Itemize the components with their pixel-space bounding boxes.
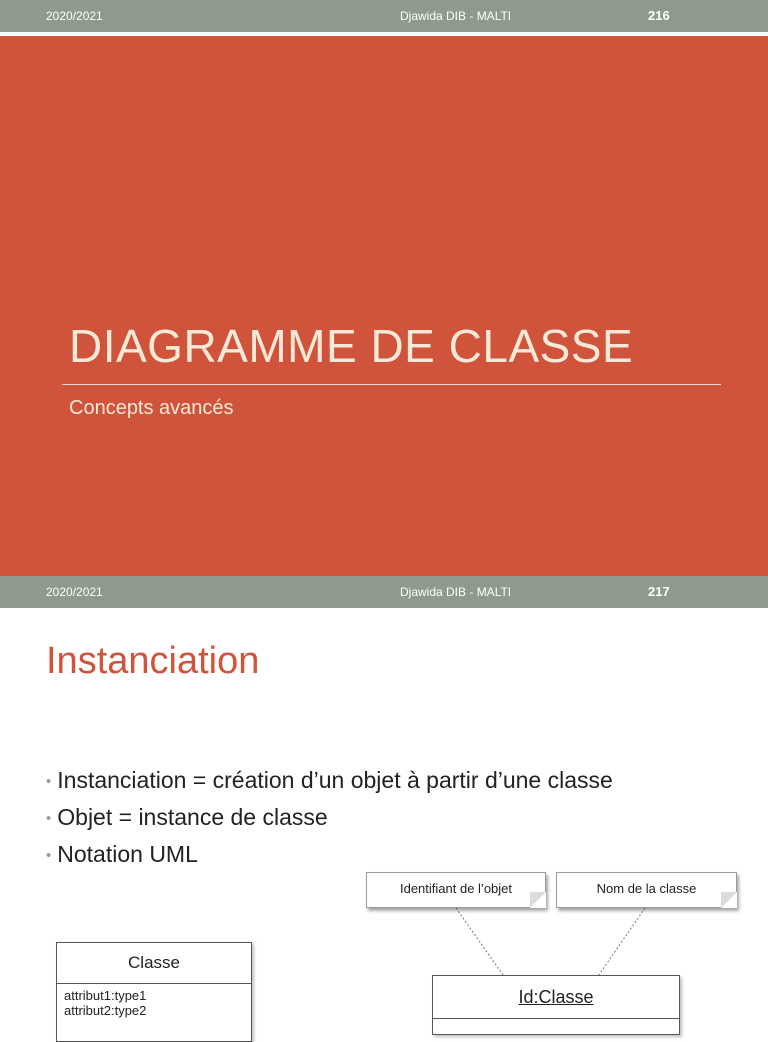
slide-subtitle: Concepts avancés	[69, 397, 234, 419]
bullet-text: Objet = instance de classe	[57, 804, 328, 830]
note-object-identifier	[366, 872, 546, 908]
bullet-text: Notation UML	[57, 841, 198, 867]
connector-identifier	[456, 908, 510, 985]
footer-date: 2020/2021	[46, 585, 103, 599]
note-text: Identifiant de l’objet	[399, 881, 513, 896]
footer-author: Djawida DIB - MALTI	[400, 9, 512, 23]
bullet-icon: •	[46, 810, 52, 827]
slide-title: DIAGRAMME DE CLASSE	[69, 320, 634, 372]
title-slide	[0, 36, 768, 576]
slide-title: Instanciation	[46, 640, 260, 682]
slide-217-footer	[0, 576, 768, 608]
uml-object-name: Id:Classe	[433, 976, 679, 1019]
bullet-icon: •	[46, 847, 52, 864]
uml-attribute: attribut2:type2	[64, 1003, 147, 1018]
footer-page-number: 216	[648, 8, 670, 23]
note-class-name	[556, 872, 737, 908]
note-fold-icon	[721, 892, 737, 908]
bullet-text: Instanciation = création d’un objet à partir d’une classe	[57, 767, 613, 793]
bullet-list	[46, 762, 613, 873]
uml-class-name: Classe	[57, 943, 251, 984]
bullet-item	[46, 836, 613, 873]
footer-page-number: 217	[648, 584, 670, 599]
connector-class-name	[592, 908, 645, 985]
bullet-icon: •	[46, 773, 52, 790]
bullet-item	[46, 762, 613, 799]
uml-class-box	[56, 942, 252, 1042]
title-divider	[62, 384, 721, 385]
uml-object-box	[432, 975, 680, 1035]
footer-date: 2020/2021	[46, 9, 103, 23]
note-text: Nom de la classe	[596, 881, 697, 896]
uml-class-attributes	[57, 984, 251, 1022]
footer-author: Djawida DIB - MALTI	[400, 585, 512, 599]
uml-attribute: attribut1:type1	[64, 988, 147, 1003]
note-fold-icon	[530, 892, 546, 908]
slide-216-footer	[0, 0, 768, 32]
bullet-item	[46, 799, 613, 836]
